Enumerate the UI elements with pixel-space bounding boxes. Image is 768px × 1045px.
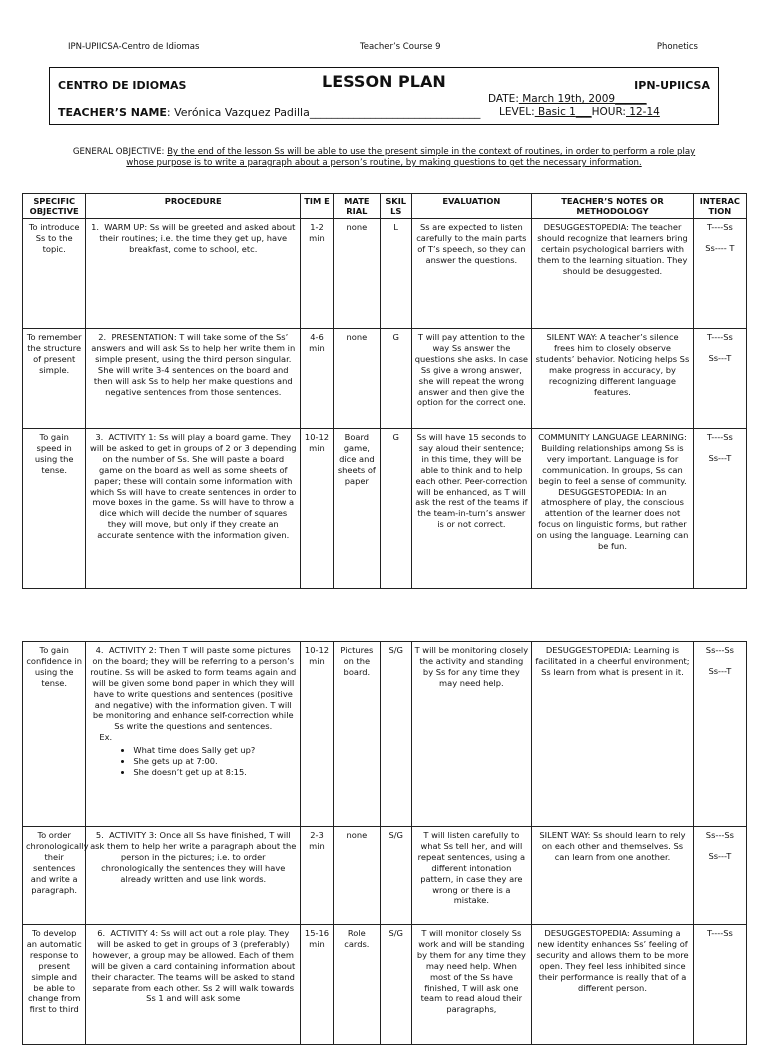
step-number: 6. (97, 928, 106, 938)
col-header-skills: SKIL LS (380, 194, 411, 219)
level-value: Basic 1 (534, 106, 576, 118)
teacher-name-field (58, 106, 480, 119)
general-objective-text-line1: By the end of the lesson Ss will be able to use the present simple in the context of routines, in order to perform a role play (167, 147, 696, 157)
procedure-text: ACTIVITY 2: Then T will paste some pictures on the board; they will be referring to a person’s routine. Ss will be asked to form teams again and will be given some bond paper in which they will have to write questions and sentences (positive and negative) with the information given. T will be monitoring and enhance self-correction while Ss write the questions and sentences. (90, 645, 297, 732)
date-label: DATE: (488, 93, 519, 105)
institution-right: IPN-UPIICSA (634, 79, 710, 92)
skills-cell: G (380, 429, 411, 589)
procedure-text: WARM UP: Ss will be greeted and asked about their routines; i.e. the time they get up, have breakfast, come to school, etc. (99, 222, 296, 254)
level-hour-field: LEVEL: Basic 1___HOUR: 12-14 (499, 106, 660, 118)
specific-objective-cell: To gain confidence in using the tense. (23, 642, 86, 827)
evaluation-cell: T will monitor closely Ss work and will be standing by them for any time they may need help. When most of the Ss have finished, T will ask one team to read aloud their paragraphs, (411, 925, 532, 1045)
specific-objective-cell: To order chronologically their sentences and write a paragraph. (23, 827, 86, 925)
general-objective (58, 147, 710, 169)
methodology-cell: DESUGGESTOPEDIA: The teacher should recognize that learners bring certain psychological barriers with them to the learning situation. They should be desuggested. (532, 219, 694, 329)
header-course: Teacher’s Course 9 (360, 42, 441, 52)
interaction-cell (693, 329, 746, 429)
interaction-pattern: Ss---T (708, 665, 732, 676)
hour-label: HOUR: (591, 106, 626, 118)
col-header-objective: SPECIFIC OBJECTIVE (23, 194, 86, 219)
teacher-name-label: TEACHER’S NAME (58, 106, 167, 119)
material-cell: none (333, 827, 380, 925)
procedure-text: ACTIVITY 3: Once all Ss have finished, T will ask them to help her write a paragraph about the person in the pictures; i.e. to order chronologically the sentences they will have already written and use link words. (90, 830, 297, 884)
header-institution: IPN-UPIICSA-Centro de Idiomas (68, 42, 200, 52)
evaluation-cell: T will pay attention to the way Ss answer the questions she asks. In case Ss give a wrong answer, she will repeat the wrong answer and then give the option for the correct one. (411, 329, 532, 429)
level-label: LEVEL: (499, 106, 535, 118)
interaction-pattern: Ss---- T (705, 242, 735, 253)
table-row (23, 429, 747, 589)
procedure-cell (86, 925, 301, 1045)
time-cell: 2-3 min (301, 827, 334, 925)
step-number: 3. (95, 432, 104, 442)
general-objective-text-line2: whose purpose is to write a paragraph about a person’s routine, by making questions to get the necessary information. (126, 158, 642, 168)
example-label: Ex. (99, 732, 113, 743)
specific-objective-cell: To introduce Ss to the topic. (23, 219, 86, 329)
evaluation-cell: T will be monitoring closely the activity and standing by Ss for any time they may need help. (411, 642, 532, 827)
methodology-cell: DESUGGESTOPEDIA: Assuming a new identity enhances Ss’ feeling of security and allows them to be more open. They feel less inhibited since their performance is really that of a different person. (532, 925, 694, 1045)
skills-cell: G (380, 329, 411, 429)
list-item: • She gets up at 7:00. (133, 756, 297, 767)
material-cell: Board game, dice and sheets of paper (333, 429, 380, 589)
date-value: March 19th, 2009 (518, 93, 616, 105)
col-header-time: TIM E (301, 194, 334, 219)
table-row (23, 642, 747, 827)
interaction-cell (693, 925, 746, 1045)
example-list (89, 745, 297, 778)
interaction-pattern: T----Ss (706, 432, 733, 442)
step-number: 5. (95, 830, 104, 840)
step-number: 4. (95, 645, 104, 655)
interaction-cell (693, 827, 746, 925)
interaction-cell (693, 219, 746, 329)
table-row (23, 329, 747, 429)
time-cell: 15-16 min (301, 925, 334, 1045)
col-header-procedure: PROCEDURE (86, 194, 301, 219)
header-subject: Phonetics (656, 42, 698, 52)
table-row (23, 827, 747, 925)
lesson-plan-table-part1 (22, 193, 747, 589)
procedure-cell (86, 642, 301, 827)
material-cell: none (333, 219, 380, 329)
col-header-interaction: INTERAC TION (693, 194, 746, 219)
specific-objective-cell: To remember the structure of present simple. (23, 329, 86, 429)
methodology-cell: DESUGGESTOPEDIA: Learning is facilitated in a cheerful environment; Ss learn from what is present in it. (532, 642, 694, 827)
lesson-plan-title: LESSON PLAN (322, 72, 446, 91)
skills-cell: L (380, 219, 411, 329)
date-field: DATE: March 19th, 2009______ (488, 93, 647, 105)
col-header-notes: TEACHER’S NOTES OR METHODOLOGY (532, 194, 694, 219)
interaction-pattern: Ss---Ss (705, 830, 734, 840)
table-row (23, 925, 747, 1045)
running-header (0, 42, 768, 56)
time-cell: 10-12 min (301, 642, 334, 827)
specific-objective-cell: To gain speed in using the tense. (23, 429, 86, 589)
skills-cell: S/G (380, 925, 411, 1045)
general-objective-label: GENERAL OBJECTIVE: (72, 147, 168, 157)
procedure-text: PRESENTATION: T will take some of the Ss’ answers and will ask Ss to help her write them in simple present, using the third person singular. She will write 3-4 sentences on the board and then will ask Ss to help her make questions and negative sentences from those sentences. (91, 332, 296, 397)
material-cell: Pictures on the board. (333, 642, 380, 827)
evaluation-cell: Ss will have 15 seconds to say aloud their sentence; in this time, they will be able to think and to help each other. Peer-correction will be enhanced, as T will ask the rest of the teams if the team-in-turn’s answer is or not correct. (411, 429, 532, 589)
procedure-cell (86, 429, 301, 589)
skills-cell: S/G (380, 642, 411, 827)
evaluation-cell: Ss are expected to listen carefully to the main parts of T’s speech, so they can answer the questions. (411, 219, 532, 329)
interaction-pattern: T----Ss (706, 928, 733, 938)
procedure-text: ACTIVITY 1: Ss will play a board game. They will be asked to get in groups of 2 or 3 depending on the number of Ss. She will paste a board game on the board as well as some sheets of paper; these will contain some information with which Ss will have to create sentences in order to move boxes in the game. Ss will have to throw a dice which will decide the number of squares they will move, but only if they create an accurate sentence with the information given. (89, 432, 297, 541)
time-cell: 1-2 min (301, 219, 334, 329)
table-row (23, 219, 747, 329)
interaction-cell (693, 429, 746, 589)
list-item: • She doesn’t get up at 8:15. (133, 767, 297, 778)
procedure-text: ACTIVITY 4: Ss will act out a role play. They will be asked to get in groups of 3 (preferably) however, a group may be allowed. Each of them will be given a card containing information about their character. The teams will be asked to stand separate from each other. Ss 2 will walk towards Ss 1 and will ask some (91, 928, 296, 1004)
interaction-pattern: Ss---T (708, 352, 732, 363)
methodology-cell: SILENT WAY: A teacher’s silence frees him to closely observe students’ behavior. Noticing helps Ss make progress in accuracy, by recognizing different language features. (532, 329, 694, 429)
table-header-row (23, 194, 747, 219)
material-cell: Role cards. (333, 925, 380, 1045)
step-number: 2. (98, 332, 107, 342)
methodology-cell: COMMUNITY LANGUAGE LEARNING: Building relationships among Ss is very important. Language is for communication. In groups, Ss can begin to feel a sense of community. DESUGGESTOPEDIA: In an atmosphere of play, the conscious attention of the learner does not focus on linguistic forms, but rather on using the language. Learning can be fun. (532, 429, 694, 589)
time-cell: 4-6 min (301, 329, 334, 429)
specific-objective-cell: To develop an automatic response to present simple and be able to change from first to third (23, 925, 86, 1045)
interaction-pattern: Ss---Ss (705, 645, 734, 655)
interaction-pattern: Ss---T (708, 452, 732, 463)
lesson-plan-table-part2 (22, 641, 747, 1045)
teacher-name-value: : Verónica Vazquez Padilla_______________________________ (166, 106, 481, 119)
time-cell: 10-12 min (301, 429, 334, 589)
material-cell: none (333, 329, 380, 429)
interaction-cell (693, 642, 746, 827)
list-item: • What time does Sally get up? (133, 745, 297, 756)
evaluation-cell: T will listen carefully to what Ss tell her, and will repeat sentences, using a different intonation pattern, in case they are wrong or there is a mistake. (411, 827, 532, 925)
procedure-cell (86, 329, 301, 429)
institution-left: CENTRO DE IDIOMAS (58, 79, 187, 92)
lesson-plan-title-box (49, 67, 719, 125)
interaction-pattern: T----Ss (706, 222, 733, 232)
step-number: 1. (91, 222, 99, 232)
interaction-pattern: Ss---T (708, 850, 732, 861)
interaction-pattern: T----Ss (706, 332, 733, 342)
skills-cell: S/G (380, 827, 411, 925)
hour-value: 12-14 (625, 106, 660, 118)
col-header-material: MATE RIAL (333, 194, 380, 219)
procedure-cell (86, 219, 301, 329)
col-header-evaluation: EVALUATION (411, 194, 532, 219)
methodology-cell: SILENT WAY: Ss should learn to rely on each other and themselves. Ss can learn from one another. (532, 827, 694, 925)
procedure-cell (86, 827, 301, 925)
